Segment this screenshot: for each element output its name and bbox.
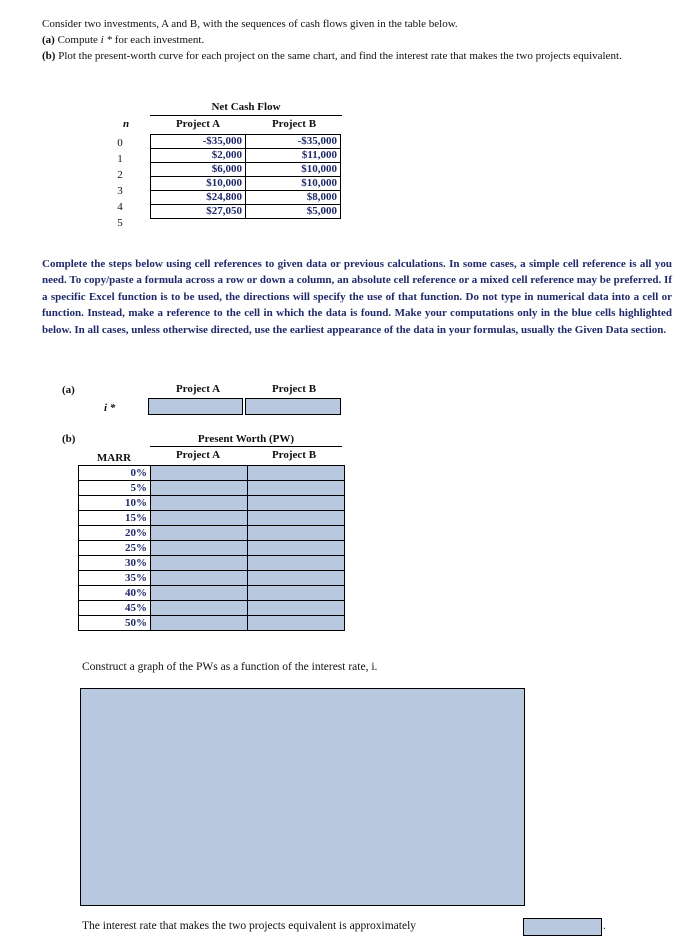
- pw-project-b-input[interactable]: [248, 586, 345, 601]
- table-row: [151, 163, 341, 177]
- equivalence-question: The interest rate that makes the two projects equivalent is approximately: [82, 920, 417, 932]
- given-cash-flow-table: [150, 134, 341, 219]
- project-a-cash-flow: $24,800: [151, 191, 246, 205]
- part-b-text: Plot the present-worth curve for each project on the same chart, and find the interest rate that makes the two projects equivalent.: [58, 50, 622, 62]
- pw-project-a-input[interactable]: [151, 571, 248, 586]
- marr-rate: 30%: [79, 556, 151, 571]
- table-row: [79, 511, 345, 526]
- marr-rate: 15%: [79, 511, 151, 526]
- graph-instruction: Construct a graph of the PWs as a function of the interest rate, i.: [82, 661, 378, 673]
- period-value: 3: [117, 185, 123, 197]
- part-a-symbol: i *: [100, 34, 112, 46]
- table-row: [79, 481, 345, 496]
- table-row: [151, 205, 341, 219]
- intro-part-b: [42, 48, 672, 64]
- pw-project-a-input[interactable]: [151, 601, 248, 616]
- project-b-cash-flow: $5,000: [246, 205, 341, 219]
- present-worth-title: Present Worth (PW): [197, 433, 295, 445]
- part-a-label: (a): [62, 384, 75, 396]
- table-row: [79, 466, 345, 481]
- pw-project-a-header: Project A: [175, 449, 221, 461]
- table-row: [151, 135, 341, 149]
- project-b-cash-flow: $8,000: [246, 191, 341, 205]
- final-period: .: [603, 920, 606, 932]
- project-b-cash-flow: $11,000: [246, 149, 341, 163]
- project-a-cash-flow: -$35,000: [151, 135, 246, 149]
- pw-project-a-input[interactable]: [151, 511, 248, 526]
- pw-project-b-input[interactable]: [248, 526, 345, 541]
- table-row: [79, 601, 345, 616]
- period-value: 5: [117, 217, 123, 229]
- pw-project-a-input[interactable]: [151, 466, 248, 481]
- pw-project-b-input[interactable]: [248, 496, 345, 511]
- pw-project-b-input[interactable]: [248, 556, 345, 571]
- table-row: [79, 586, 345, 601]
- pw-project-a-input[interactable]: [151, 526, 248, 541]
- irr-project-a-input[interactable]: [148, 398, 243, 415]
- table-row: [79, 571, 345, 586]
- pw-project-b-input[interactable]: [248, 541, 345, 556]
- project-a-cash-flow: $10,000: [151, 177, 246, 191]
- irr-project-b-input[interactable]: [245, 398, 341, 415]
- period-value: 4: [117, 201, 123, 213]
- project-a-cash-flow: $27,050: [151, 205, 246, 219]
- table-row: [79, 556, 345, 571]
- pw-project-b-input[interactable]: [248, 511, 345, 526]
- table-row: [151, 177, 341, 191]
- part-a-project-a-header: Project A: [175, 383, 221, 395]
- period-n-header: n: [122, 118, 130, 130]
- marr-rate: 20%: [79, 526, 151, 541]
- table-row: [151, 149, 341, 163]
- pw-project-b-input[interactable]: [248, 616, 345, 631]
- marr-rate: 35%: [79, 571, 151, 586]
- marr-rate: 25%: [79, 541, 151, 556]
- table-row: [79, 541, 345, 556]
- part-a-project-b-header: Project B: [271, 383, 317, 395]
- marr-rate: 45%: [79, 601, 151, 616]
- part-b-prefix: (b): [42, 50, 56, 62]
- pw-project-a-input[interactable]: [151, 541, 248, 556]
- pw-project-b-input[interactable]: [248, 601, 345, 616]
- irr-row-label: i *: [104, 402, 116, 414]
- table-row: [79, 616, 345, 631]
- net-cash-flow-title: Net Cash Flow: [211, 101, 281, 113]
- part-a-text-before: Compute: [57, 34, 98, 46]
- period-list: [110, 135, 130, 231]
- problem-statement: [42, 16, 672, 64]
- pw-table: [78, 465, 345, 631]
- marr-rate: 5%: [79, 481, 151, 496]
- pw-project-a-input[interactable]: [151, 586, 248, 601]
- project-b-cash-flow: $10,000: [246, 177, 341, 191]
- marr-header: MARR: [96, 452, 132, 464]
- pw-project-b-input[interactable]: [248, 571, 345, 586]
- marr-rate: 10%: [79, 496, 151, 511]
- present-worth-underline: [150, 446, 342, 447]
- equivalent-rate-input[interactable]: [523, 918, 602, 936]
- net-cash-flow-underline: [150, 115, 342, 116]
- graph-area[interactable]: [80, 688, 525, 906]
- project-b-cash-flow: -$35,000: [246, 135, 341, 149]
- part-a-prefix: (a): [42, 34, 55, 46]
- project-a-cash-flow: $6,000: [151, 163, 246, 177]
- pw-project-a-input[interactable]: [151, 481, 248, 496]
- given-project-b-header: Project B: [271, 118, 317, 130]
- given-project-a-header: Project A: [175, 118, 221, 130]
- period-value: 0: [117, 137, 123, 149]
- table-row: [79, 526, 345, 541]
- intro-part-a: [42, 32, 672, 48]
- marr-rate: 40%: [79, 586, 151, 601]
- period-value: 2: [117, 169, 123, 181]
- part-a-text-after: for each investment.: [114, 34, 205, 46]
- table-row: [151, 191, 341, 205]
- instructions-paragraph: Complete the steps below using cell references to given data or previous calculations. In some cases, a simple cell reference is all you need. To copy/paste a formula across a row or down a column, an absolute cell reference or a mixed cell reference may be preferred. If a specific Excel function is to be used, the directions will specify the use of that function. Do not type in numerical data into a cell or function. Instead, make a reference to the cell in which the data is found. Make your computations only in the blue cells highlighted below. In all cases, unless otherwise directed, use the earliest appearance of the data in your formulas, usually the Given Data section.: [42, 258, 672, 336]
- table-row: [79, 496, 345, 511]
- project-b-cash-flow: $10,000: [246, 163, 341, 177]
- pw-project-b-input[interactable]: [248, 481, 345, 496]
- pw-project-a-input[interactable]: [151, 616, 248, 631]
- period-value: 1: [117, 153, 123, 165]
- marr-rate: 50%: [79, 616, 151, 631]
- intro-line-1: Consider two investments, A and B, with the sequences of cash flows given in the table below.: [42, 18, 458, 30]
- pw-project-a-input[interactable]: [151, 556, 248, 571]
- pw-project-b-header: Project B: [271, 449, 317, 461]
- pw-project-a-input[interactable]: [151, 496, 248, 511]
- marr-rate: 0%: [79, 466, 151, 481]
- part-b-label: (b): [62, 433, 76, 445]
- project-a-cash-flow: $2,000: [151, 149, 246, 163]
- pw-project-b-input[interactable]: [248, 466, 345, 481]
